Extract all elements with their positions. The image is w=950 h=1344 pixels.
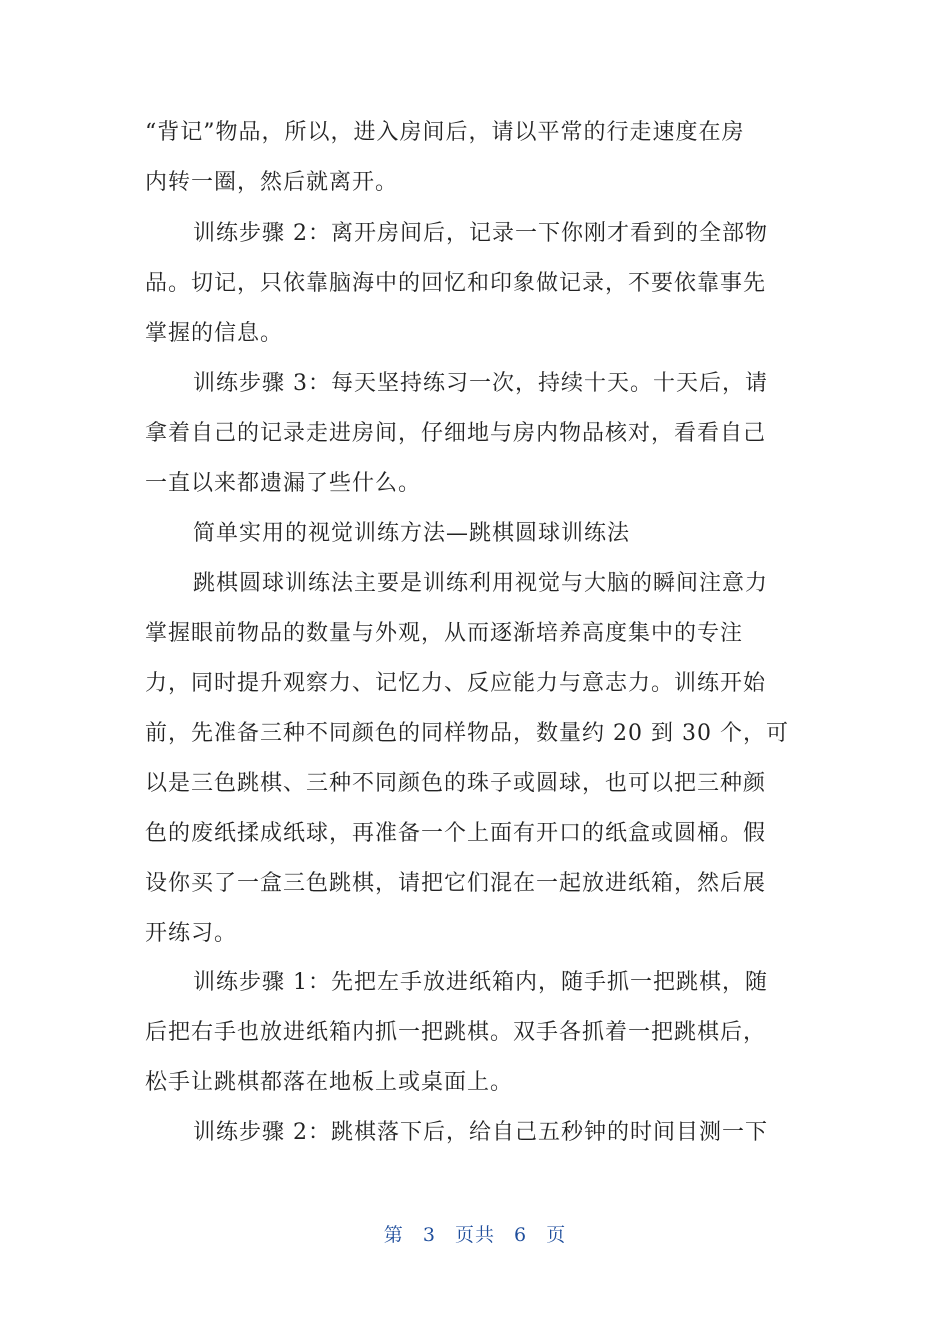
text-line: 跳棋圆球训练法主要是训练利用视觉与大脑的瞬间注意力 [193,571,769,596]
text-line: 训练步骤 2：跳棋落下后，给自己五秒钟的时间目测一下 [193,1120,768,1145]
text-line: 开练习。 [145,921,238,946]
text-line: 一直以来都遗漏了些什么。 [145,471,422,496]
footer-suffix: 页 [546,1224,567,1246]
footer-prefix: 第 [383,1224,404,1246]
text-line: 内转一圈，然后就离开。 [145,170,399,195]
text-line: 训练步骤 2：离开房间后，记录一下你刚才看到的全部物 [193,221,768,246]
section-heading: 简单实用的视觉训练方法—跳棋圆球训练法 [193,521,631,546]
text-line: 色的废纸揉成纸球，再准备一个上面有开口的纸盒或圆桶。假 [145,821,767,846]
text-line: 后把右手也放进纸箱内抓一把跳棋。双手各抓着一把跳棋后， [145,1020,767,1045]
text-line: 拿着自己的记录走进房间，仔细地与房内物品核对，看看自己 [145,421,767,446]
total-pages-number: 6 [514,1224,528,1246]
text-line: 训练步骤 3：每天坚持练习一次，持续十天。十天后，请 [193,371,768,396]
text-line: 以是三色跳棋、三种不同颜色的珠子或圆球，也可以把三种颜 [145,771,767,796]
text-line: 掌握的信息。 [145,321,284,346]
text-line: 力，同时提升观察力、记忆力、反应能力与意志力。训练开始 [145,671,767,696]
text-line: 前，先准备三种不同颜色的同样物品，数量约 20 到 30 个，可 [145,721,789,746]
current-page-number: 3 [422,1224,436,1246]
text-line: 训练步骤 1：先把左手放进纸箱内，随手抓一把跳棋，随 [193,970,768,995]
page-footer [0,1220,950,1247]
text-line: 松手让跳棋都落在地板上或桌面上。 [145,1070,514,1095]
text-line: “背记”物品，所以，进入房间后，请以平常的行走速度在房 [145,120,745,145]
text-line: 设你买了一盒三色跳棋，请把它们混在一起放进纸箱，然后展 [145,871,767,896]
text-line: 掌握眼前物品的数量与外观，从而逐渐培养高度集中的专注 [145,621,744,646]
text-line: 品。切记，只依靠脑海中的回忆和印象做记录，不要依靠事先 [145,271,767,296]
footer-middle: 页共 [454,1224,495,1246]
